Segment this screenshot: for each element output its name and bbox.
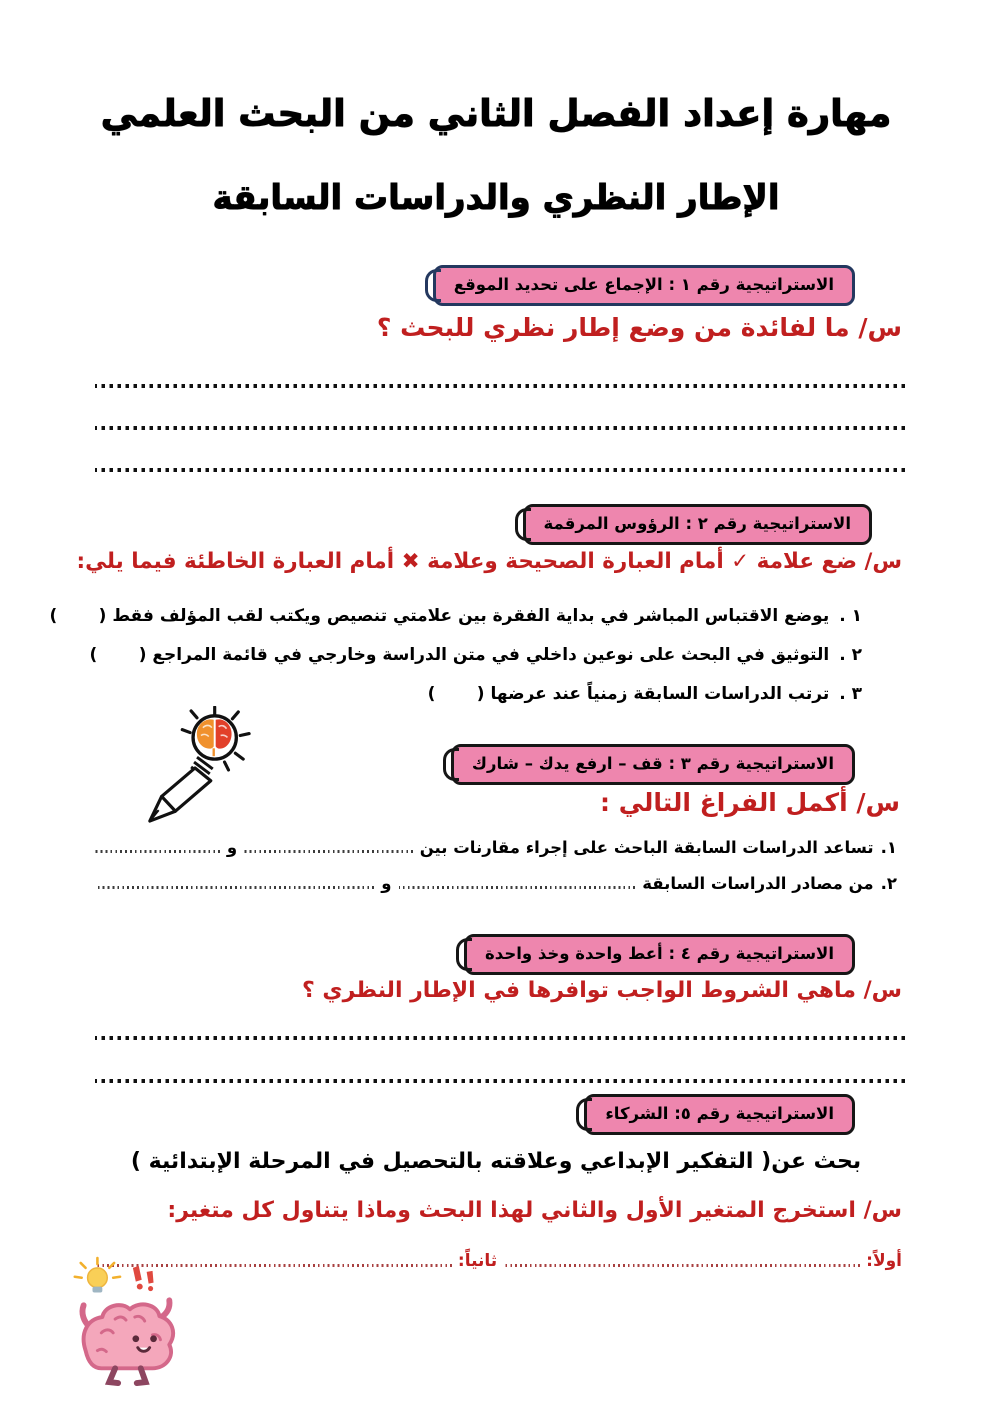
answer-line [95, 1036, 905, 1040]
true-false-item-3 [428, 684, 862, 704]
strategy-badge-2: الاستراتيجية رقم ٢ : الرؤوس المرقمة [523, 504, 872, 545]
question-4: س/ ماهي الشروط الواجب توافرها في الإطار النظري ؟ [302, 978, 902, 1003]
strategy-badge-3: الاستراتيجية رقم ٣ : قف – ارفع يدك – شارك [451, 744, 855, 785]
item-text: تساعد الدراسات السابقة الباحث على إجراء مقارنات بين [419, 838, 874, 857]
item-number: ١. [880, 838, 897, 857]
page-title-line1: مهارة إعداد الفصل الثاني من البحث العلمي [100, 92, 892, 135]
first-label: أولاً: [866, 1251, 902, 1271]
page-title-line2: الإطار النظري والدراسات السابقة [212, 178, 780, 218]
answer-line [95, 426, 905, 430]
true-false-item-2 [90, 645, 862, 665]
blank-leader [399, 886, 636, 889]
variables-answer-line [95, 1251, 902, 1271]
question-3: س/ أكمل الفراغ التالي : [600, 788, 900, 817]
question-5: س/ استخرج المتغير الأول والثاني لهذا البحث وماذا يتناول كل متغير: [167, 1198, 902, 1223]
true-false-item-1 [49, 606, 862, 626]
answer-line [95, 384, 905, 388]
research-topic-statement: بحث عن( التفكير الإبداعي وعلاقته بالتحصيل في المرحلة الإبتدائية ) [130, 1149, 862, 1174]
pencil-lightbulb-brain-icon [138, 706, 256, 826]
question-2: س/ ضع علامة ✓ أمام العبارة الصحيحة وعلامة ✖ أمام العبارة الخاطئة فيما يلي: [76, 549, 902, 574]
answer-line [95, 1079, 905, 1083]
item-number: ٣ . [839, 684, 862, 704]
blank-leader [244, 850, 413, 853]
item-number: ١ . [839, 606, 862, 626]
second-label: ثانياً: [457, 1251, 498, 1271]
strategy-badge-5: الاستراتيجية رقم ٥: الشركاء [584, 1094, 855, 1135]
strategy-badge-1: الاستراتيجية رقم ١ : الإجماع على تحديد الموقع [433, 265, 855, 306]
connector: و [226, 838, 238, 857]
brain-character-with-lightbulb-icon [60, 1256, 188, 1392]
blank-leader [503, 1264, 860, 1267]
answer-line [95, 468, 905, 472]
item-number: ٢ . [839, 645, 862, 665]
item-number: ٢. [880, 874, 897, 893]
item-text: يوضع الاقتباس المباشر في بداية الفقرة بين علامتي تنصيص ويكتب لقب المؤلف فقط ( ) [49, 606, 830, 626]
item-text: التوثيق في البحث على نوعين داخلي في متن الدراسة وخارجي في قائمة المراجع ( ) [89, 645, 830, 665]
connector: و [381, 874, 392, 893]
item-text: من مصادر الدراسات السابقة [642, 874, 874, 893]
blank-leader [95, 886, 374, 889]
item-text: ترتب الدراسات السابقة زمنياً عند عرضها ( ) [427, 684, 830, 704]
blank-leader [95, 850, 220, 853]
fill-blank-item-1 [95, 838, 897, 857]
strategy-badge-4: الاستراتيجية رقم ٤ : أعط واحدة وخذ واحدة [464, 934, 855, 975]
fill-blank-item-2 [95, 874, 897, 893]
question-1: س/ ما لفائدة من وضع إطار نظري للبحث ؟ [376, 313, 902, 342]
